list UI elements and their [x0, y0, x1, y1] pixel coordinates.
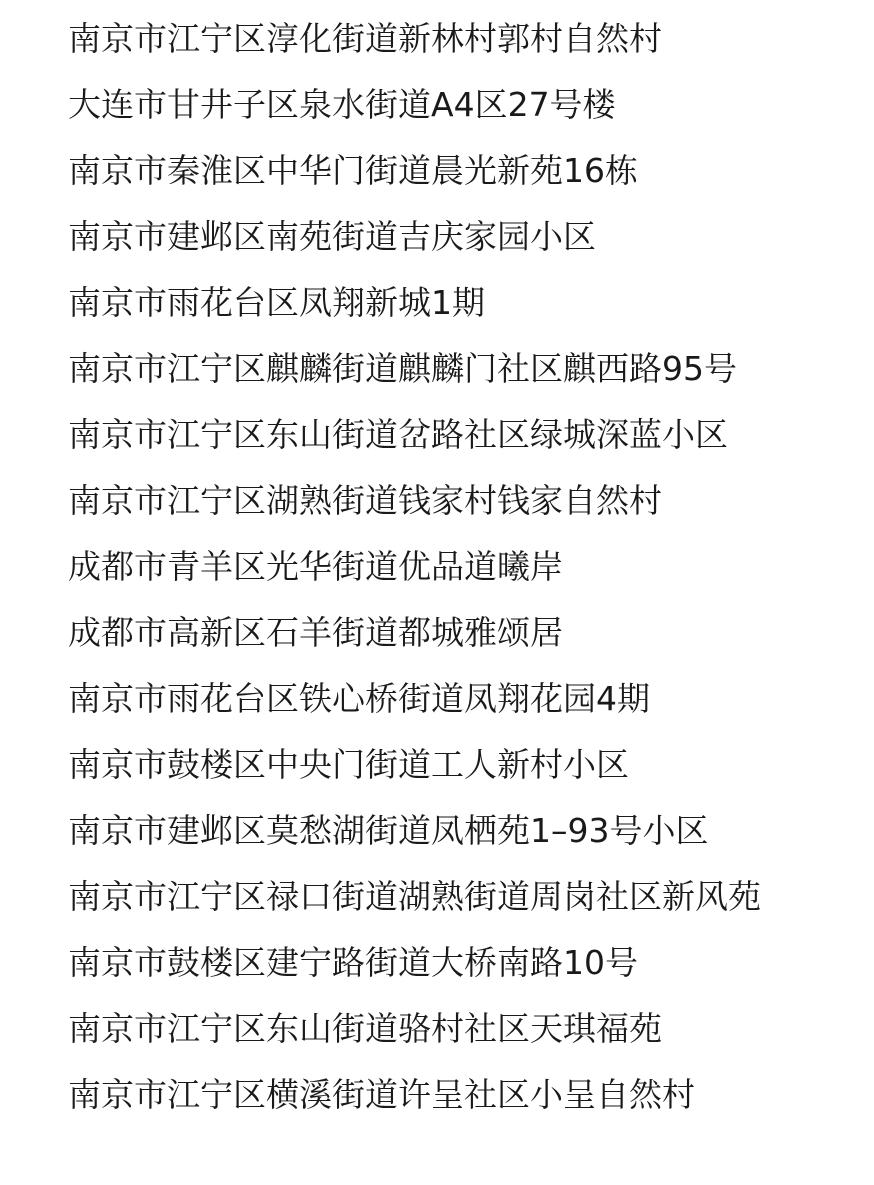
address-list: [68, 6, 808, 1128]
address-item: 南京市江宁区禄口街道湖熟街道周岗社区新风苑: [68, 877, 761, 916]
address-item: 南京市江宁区东山街道岔路社区绿城深蓝小区: [68, 415, 728, 454]
address-item: 大连市甘井子区泉水街道A4区27号楼: [68, 85, 616, 124]
address-item: 成都市高新区石羊街道都城雅颂居: [68, 613, 563, 652]
address-item: 南京市秦淮区中华门街道晨光新苑16栋: [68, 151, 638, 190]
address-item: 南京市雨花台区凤翔新城1期: [68, 283, 485, 322]
address-item: 南京市江宁区淳化街道新林村郭村自然村: [68, 19, 662, 58]
address-item: 南京市江宁区横溪街道许呈社区小呈自然村: [68, 1075, 695, 1114]
address-item: 南京市建邺区莫愁湖街道凤栖苑1–93号小区: [68, 811, 709, 850]
address-item: 南京市江宁区麒麟街道麒麟门社区麒西路95号: [68, 349, 737, 388]
address-item: 南京市雨花台区铁心桥街道凤翔花园4期: [68, 679, 650, 718]
address-item: 南京市建邺区南苑街道吉庆家园小区: [68, 217, 596, 256]
address-item: 成都市青羊区光华街道优品道曦岸: [68, 547, 563, 586]
address-item: 南京市鼓楼区建宁路街道大桥南路10号: [68, 943, 638, 982]
address-item: 南京市鼓楼区中央门街道工人新村小区: [68, 745, 629, 784]
address-item: 南京市江宁区东山街道骆村社区天琪福苑: [68, 1009, 662, 1048]
address-item: 南京市江宁区湖熟街道钱家村钱家自然村: [68, 481, 662, 520]
